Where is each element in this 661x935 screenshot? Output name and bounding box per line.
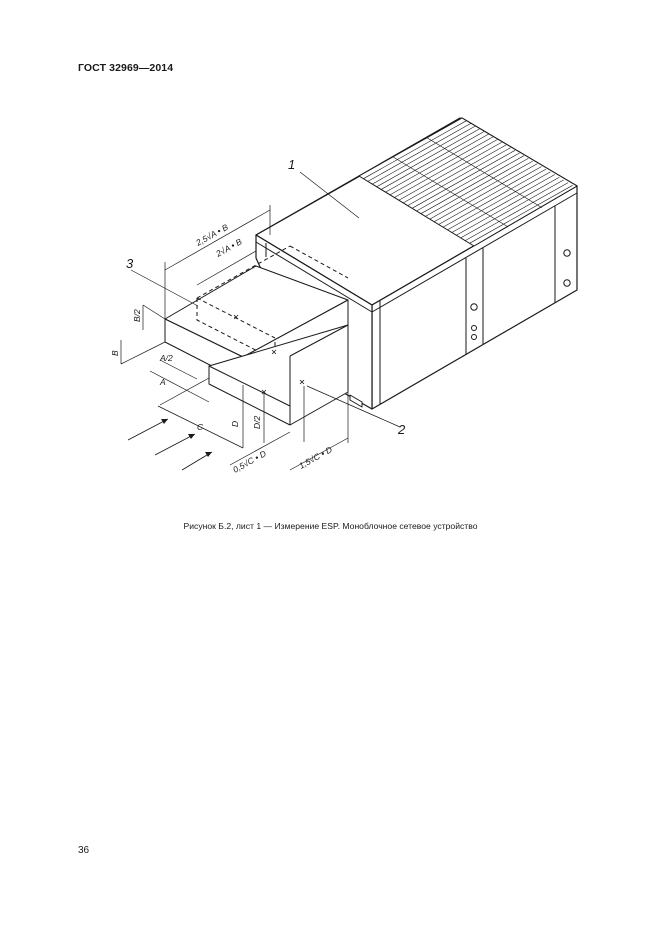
dim-top-outer: 2,5√A • B — [194, 221, 230, 248]
dim-bottom-left: 0,5√C • D — [231, 448, 268, 475]
dim-a: A — [160, 377, 166, 387]
dim-b: B — [110, 350, 120, 356]
callout-1: 1 — [288, 157, 296, 172]
dim-bottom-right: 1,5√C • D — [297, 444, 334, 471]
standard-header: ГОСТ 32969—2014 — [78, 62, 174, 74]
figure-caption: Рисунок Б.2, лист 1 — Измерение ESP. Моноблочное сетевое устройство — [183, 521, 478, 531]
dim-c: C — [197, 422, 204, 432]
dim-b-half: B/2 — [132, 309, 142, 322]
dim-top-inner: 2√A • B — [214, 236, 244, 259]
dim-d-half: D/2 — [252, 415, 262, 429]
callout-3: 3 — [126, 256, 134, 271]
dim-d: D — [230, 420, 240, 427]
callout-2: 2 — [398, 422, 406, 437]
dim-a-half: A/2 — [160, 353, 173, 363]
page-number: 36 — [78, 845, 90, 856]
